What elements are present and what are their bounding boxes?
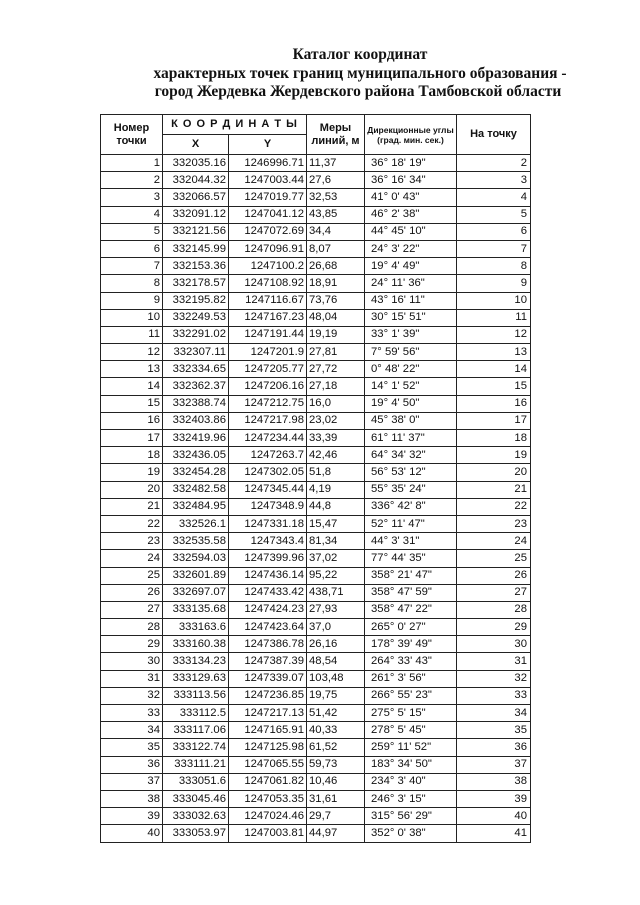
cell-to-point: 20	[457, 464, 531, 481]
header-x: X	[163, 135, 229, 155]
table-row	[101, 326, 531, 343]
cell-y: 1247167.23	[229, 309, 307, 326]
cell-y: 1247348.9	[229, 498, 307, 515]
cell-y: 1247205.77	[229, 361, 307, 378]
cell-number: 39	[101, 808, 163, 825]
cell-measure: 103,48	[307, 670, 365, 687]
page-title: Каталог координат	[292, 46, 428, 63]
cell-angle: 275° 5' 15"	[365, 705, 457, 722]
header-measure: Меры линий, м	[307, 115, 365, 155]
cell-measure: 27,18	[307, 378, 365, 395]
cell-angle: 61° 11' 37"	[365, 430, 457, 447]
cell-number: 11	[101, 326, 163, 343]
cell-angle: 7° 59' 56"	[365, 344, 457, 361]
cell-number: 37	[101, 773, 163, 790]
cell-y: 1247041.12	[229, 206, 307, 223]
cell-angle: 265° 0' 27"	[365, 619, 457, 636]
cell-x: 333122.74	[163, 739, 229, 756]
cell-x: 332145.99	[163, 240, 229, 257]
cell-x: 332195.82	[163, 292, 229, 309]
cell-number: 33	[101, 705, 163, 722]
table-row	[101, 687, 531, 704]
table-row	[101, 773, 531, 790]
cell-to-point: 24	[457, 533, 531, 550]
cell-number: 36	[101, 756, 163, 773]
table-row	[101, 240, 531, 257]
cell-angle: 178° 39' 49"	[365, 636, 457, 653]
cell-measure: 23,02	[307, 412, 365, 429]
table-row	[101, 309, 531, 326]
cell-y: 1247165.91	[229, 722, 307, 739]
cell-measure: 51,8	[307, 464, 365, 481]
table-row	[101, 636, 531, 653]
cell-to-point: 11	[457, 309, 531, 326]
cell-number: 2	[101, 172, 163, 189]
cell-number: 18	[101, 447, 163, 464]
cell-angle: 358° 47' 22"	[365, 601, 457, 618]
table-row	[101, 533, 531, 550]
cell-x: 332388.74	[163, 395, 229, 412]
cell-angle: 259° 11' 52"	[365, 739, 457, 756]
table-row	[101, 515, 531, 532]
cell-angle: 46° 2' 38"	[365, 206, 457, 223]
cell-y: 1247217.13	[229, 705, 307, 722]
cell-x: 332403.86	[163, 412, 229, 429]
cell-to-point: 14	[457, 361, 531, 378]
cell-x: 333112.5	[163, 705, 229, 722]
cell-number: 29	[101, 636, 163, 653]
cell-angle: 64° 34' 32"	[365, 447, 457, 464]
cell-y: 1247003.44	[229, 172, 307, 189]
table-row	[101, 395, 531, 412]
table-row	[101, 498, 531, 515]
cell-to-point: 35	[457, 722, 531, 739]
cell-x: 332249.53	[163, 309, 229, 326]
cell-number: 12	[101, 344, 163, 361]
cell-number: 6	[101, 240, 163, 257]
cell-number: 1	[101, 155, 163, 172]
table-row	[101, 722, 531, 739]
cell-to-point: 39	[457, 790, 531, 807]
table-row	[101, 619, 531, 636]
cell-number: 8	[101, 275, 163, 292]
cell-x: 332436.05	[163, 447, 229, 464]
cell-angle: 234° 3' 40"	[365, 773, 457, 790]
cell-to-point: 27	[457, 584, 531, 601]
cell-x: 332178.57	[163, 275, 229, 292]
cell-angle: 19° 4' 49"	[365, 258, 457, 275]
cell-number: 14	[101, 378, 163, 395]
cell-x: 333053.97	[163, 825, 229, 842]
cell-to-point: 5	[457, 206, 531, 223]
cell-angle: 19° 4' 50"	[365, 395, 457, 412]
cell-to-point: 17	[457, 412, 531, 429]
cell-number: 17	[101, 430, 163, 447]
cell-number: 24	[101, 550, 163, 567]
cell-y: 1247061.82	[229, 773, 307, 790]
cell-measure: 73,76	[307, 292, 365, 309]
cell-angle: 24° 3' 22"	[365, 240, 457, 257]
cell-angle: 352° 0' 38"	[365, 825, 457, 842]
cell-y: 1247065.55	[229, 756, 307, 773]
cell-measure: 27,72	[307, 361, 365, 378]
cell-number: 9	[101, 292, 163, 309]
cell-to-point: 36	[457, 739, 531, 756]
cell-y: 1247343.4	[229, 533, 307, 550]
cell-y: 1247345.44	[229, 481, 307, 498]
cell-x: 332484.95	[163, 498, 229, 515]
cell-angle: 358° 47' 59"	[365, 584, 457, 601]
cell-measure: 51,42	[307, 705, 365, 722]
cell-x: 332362.37	[163, 378, 229, 395]
cell-measure: 8,07	[307, 240, 365, 257]
cell-x: 332307.11	[163, 344, 229, 361]
cell-number: 34	[101, 722, 163, 739]
cell-angle: 43° 16' 11"	[365, 292, 457, 309]
cell-number: 10	[101, 309, 163, 326]
page-subtitle-line-2: город Жердевка Жердевского района Тамбовской области	[154, 83, 562, 100]
cell-x: 332334.65	[163, 361, 229, 378]
cell-measure: 27,6	[307, 172, 365, 189]
cell-measure: 31,61	[307, 790, 365, 807]
cell-number: 23	[101, 533, 163, 550]
cell-x: 333129.63	[163, 670, 229, 687]
table-row	[101, 189, 531, 206]
cell-number: 32	[101, 687, 163, 704]
cell-measure: 19,19	[307, 326, 365, 343]
cell-x: 332454.28	[163, 464, 229, 481]
cell-angle: 41° 0' 43"	[365, 189, 457, 206]
cell-measure: 44,97	[307, 825, 365, 842]
cell-y: 1247212.75	[229, 395, 307, 412]
cell-y: 1247399.96	[229, 550, 307, 567]
table-row	[101, 739, 531, 756]
cell-number: 4	[101, 206, 163, 223]
cell-measure: 27,93	[307, 601, 365, 618]
cell-number: 3	[101, 189, 163, 206]
cell-number: 35	[101, 739, 163, 756]
cell-measure: 43,85	[307, 206, 365, 223]
cell-y: 1246996.71	[229, 155, 307, 172]
cell-number: 5	[101, 223, 163, 240]
cell-measure: 44,8	[307, 498, 365, 515]
cell-number: 15	[101, 395, 163, 412]
cell-measure: 18,91	[307, 275, 365, 292]
table-row	[101, 550, 531, 567]
cell-angle: 33° 1' 39"	[365, 326, 457, 343]
cell-x: 332121.56	[163, 223, 229, 240]
cell-to-point: 9	[457, 275, 531, 292]
cell-to-point: 22	[457, 498, 531, 515]
cell-number: 40	[101, 825, 163, 842]
table-row	[101, 223, 531, 240]
cell-angle: 52° 11' 47"	[365, 515, 457, 532]
table-row	[101, 344, 531, 361]
table-row	[101, 361, 531, 378]
cell-x: 332697.07	[163, 584, 229, 601]
table-row	[101, 172, 531, 189]
cell-x: 332419.96	[163, 430, 229, 447]
cell-y: 1247191.44	[229, 326, 307, 343]
cell-x: 333113.56	[163, 687, 229, 704]
cell-angle: 266° 55' 23"	[365, 687, 457, 704]
page-subtitle-line-1: характерных точек границ муниципального образования -	[153, 65, 567, 82]
cell-angle: 183° 34' 50"	[365, 756, 457, 773]
cell-to-point: 34	[457, 705, 531, 722]
cell-y: 1247053.35	[229, 790, 307, 807]
cell-measure: 48,04	[307, 309, 365, 326]
cell-measure: 61,52	[307, 739, 365, 756]
cell-y: 1247100.2	[229, 258, 307, 275]
table-row	[101, 670, 531, 687]
cell-angle: 0° 48' 22"	[365, 361, 457, 378]
cell-x: 332601.89	[163, 567, 229, 584]
cell-y: 1247423.64	[229, 619, 307, 636]
cell-to-point: 31	[457, 653, 531, 670]
cell-measure: 11,37	[307, 155, 365, 172]
cell-y: 1247217.98	[229, 412, 307, 429]
cell-measure: 16,0	[307, 395, 365, 412]
cell-measure: 4,19	[307, 481, 365, 498]
cell-y: 1247116.67	[229, 292, 307, 309]
cell-x: 333051.6	[163, 773, 229, 790]
cell-x: 333163.6	[163, 619, 229, 636]
header-angles: Дирекционные углы (град. мин. сек.)	[365, 115, 457, 155]
cell-y: 1247024.46	[229, 808, 307, 825]
cell-x: 332091.12	[163, 206, 229, 223]
cell-y: 1247201.9	[229, 344, 307, 361]
cell-to-point: 32	[457, 670, 531, 687]
cell-angle: 358° 21' 47"	[365, 567, 457, 584]
cell-to-point: 16	[457, 395, 531, 412]
table-row	[101, 808, 531, 825]
cell-x: 332482.58	[163, 481, 229, 498]
cell-to-point: 41	[457, 825, 531, 842]
cell-angle: 45° 38' 0"	[365, 412, 457, 429]
coordinates-table	[100, 114, 531, 843]
cell-x: 333045.46	[163, 790, 229, 807]
table-row	[101, 653, 531, 670]
cell-angle: 56° 53' 12"	[365, 464, 457, 481]
cell-y: 1247125.98	[229, 739, 307, 756]
cell-y: 1247206.16	[229, 378, 307, 395]
cell-to-point: 18	[457, 430, 531, 447]
cell-to-point: 33	[457, 687, 531, 704]
cell-angle: 14° 1' 52"	[365, 378, 457, 395]
cell-angle: 30° 15' 51"	[365, 309, 457, 326]
cell-number: 38	[101, 790, 163, 807]
cell-to-point: 25	[457, 550, 531, 567]
cell-measure: 27,81	[307, 344, 365, 361]
cell-number: 27	[101, 601, 163, 618]
table-row	[101, 447, 531, 464]
header-to-point: На точку	[457, 115, 531, 155]
cell-x: 332535.58	[163, 533, 229, 550]
cell-y: 1247436.14	[229, 567, 307, 584]
cell-angle: 77° 44' 35"	[365, 550, 457, 567]
cell-to-point: 37	[457, 756, 531, 773]
cell-y: 1247302.05	[229, 464, 307, 481]
table-row	[101, 292, 531, 309]
cell-to-point: 26	[457, 567, 531, 584]
table-row	[101, 378, 531, 395]
table-row	[101, 481, 531, 498]
cell-x: 332291.02	[163, 326, 229, 343]
cell-x: 333032.63	[163, 808, 229, 825]
cell-angle: 55° 35' 24"	[365, 481, 457, 498]
cell-to-point: 38	[457, 773, 531, 790]
cell-y: 1247331.18	[229, 515, 307, 532]
table-row	[101, 258, 531, 275]
table-row	[101, 584, 531, 601]
cell-to-point: 21	[457, 481, 531, 498]
cell-y: 1247234.44	[229, 430, 307, 447]
cell-angle: 336° 42' 8"	[365, 498, 457, 515]
cell-measure: 26,68	[307, 258, 365, 275]
cell-to-point: 29	[457, 619, 531, 636]
cell-y: 1247433.42	[229, 584, 307, 601]
cell-x: 333134.23	[163, 653, 229, 670]
cell-y: 1247424.23	[229, 601, 307, 618]
cell-number: 20	[101, 481, 163, 498]
cell-number: 21	[101, 498, 163, 515]
cell-y: 1247263.7	[229, 447, 307, 464]
cell-to-point: 15	[457, 378, 531, 395]
cell-measure: 32,53	[307, 189, 365, 206]
cell-number: 22	[101, 515, 163, 532]
table-row	[101, 756, 531, 773]
cell-to-point: 23	[457, 515, 531, 532]
cell-to-point: 2	[457, 155, 531, 172]
cell-y: 1247236.85	[229, 687, 307, 704]
cell-number: 30	[101, 653, 163, 670]
cell-measure: 37,02	[307, 550, 365, 567]
cell-to-point: 6	[457, 223, 531, 240]
cell-to-point: 28	[457, 601, 531, 618]
cell-measure: 29,7	[307, 808, 365, 825]
cell-to-point: 13	[457, 344, 531, 361]
table-row	[101, 412, 531, 429]
cell-x: 332035.16	[163, 155, 229, 172]
cell-y: 1247019.77	[229, 189, 307, 206]
cell-x: 333111.21	[163, 756, 229, 773]
cell-to-point: 12	[457, 326, 531, 343]
table-row	[101, 430, 531, 447]
cell-measure: 81,34	[307, 533, 365, 550]
cell-measure: 10,46	[307, 773, 365, 790]
cell-x: 332153.36	[163, 258, 229, 275]
cell-number: 31	[101, 670, 163, 687]
cell-angle: 36° 18' 19"	[365, 155, 457, 172]
cell-x: 332066.57	[163, 189, 229, 206]
table-row	[101, 705, 531, 722]
cell-number: 26	[101, 584, 163, 601]
cell-x: 332526.1	[163, 515, 229, 532]
cell-number: 7	[101, 258, 163, 275]
cell-angle: 36° 16' 34"	[365, 172, 457, 189]
cell-y: 1247108.92	[229, 275, 307, 292]
cell-to-point: 4	[457, 189, 531, 206]
cell-to-point: 3	[457, 172, 531, 189]
table-row	[101, 790, 531, 807]
cell-measure: 438,71	[307, 584, 365, 601]
cell-number: 16	[101, 412, 163, 429]
cell-to-point: 10	[457, 292, 531, 309]
cell-angle: 246° 3' 15"	[365, 790, 457, 807]
cell-y: 1247072.69	[229, 223, 307, 240]
cell-y: 1247096.91	[229, 240, 307, 257]
cell-angle: 44° 3' 31"	[365, 533, 457, 550]
cell-measure: 19,75	[307, 687, 365, 704]
cell-measure: 48,54	[307, 653, 365, 670]
cell-measure: 95,22	[307, 567, 365, 584]
cell-to-point: 40	[457, 808, 531, 825]
cell-number: 19	[101, 464, 163, 481]
table-row	[101, 464, 531, 481]
cell-angle: 24° 11' 36"	[365, 275, 457, 292]
table-row	[101, 825, 531, 842]
cell-x: 333160.38	[163, 636, 229, 653]
cell-measure: 42,46	[307, 447, 365, 464]
table-row	[101, 275, 531, 292]
cell-measure: 59,73	[307, 756, 365, 773]
cell-to-point: 30	[457, 636, 531, 653]
cell-x: 333135.68	[163, 601, 229, 618]
cell-number: 28	[101, 619, 163, 636]
header-coordinates: К О О Р Д И Н А Т Ы	[163, 115, 307, 135]
cell-to-point: 7	[457, 240, 531, 257]
cell-y: 1247386.78	[229, 636, 307, 653]
cell-y: 1247387.39	[229, 653, 307, 670]
cell-angle: 44° 45' 10"	[365, 223, 457, 240]
cell-x: 332044.32	[163, 172, 229, 189]
cell-measure: 40,33	[307, 722, 365, 739]
cell-y: 1247003.81	[229, 825, 307, 842]
table-row	[101, 601, 531, 618]
table-row	[101, 567, 531, 584]
cell-angle: 261° 3' 56"	[365, 670, 457, 687]
header-number: Номер точки	[101, 115, 163, 155]
cell-number: 13	[101, 361, 163, 378]
cell-measure: 34,4	[307, 223, 365, 240]
cell-y: 1247339.07	[229, 670, 307, 687]
cell-measure: 15,47	[307, 515, 365, 532]
table-row	[101, 206, 531, 223]
cell-x: 332594.03	[163, 550, 229, 567]
cell-angle: 264° 33' 43"	[365, 653, 457, 670]
cell-measure: 33,39	[307, 430, 365, 447]
cell-x: 333117.06	[163, 722, 229, 739]
cell-angle: 278° 5' 45"	[365, 722, 457, 739]
cell-measure: 37,0	[307, 619, 365, 636]
cell-number: 25	[101, 567, 163, 584]
cell-to-point: 8	[457, 258, 531, 275]
table-row	[101, 155, 531, 172]
cell-measure: 26,16	[307, 636, 365, 653]
cell-to-point: 19	[457, 447, 531, 464]
header-y: Y	[229, 135, 307, 155]
cell-angle: 315° 56' 29"	[365, 808, 457, 825]
